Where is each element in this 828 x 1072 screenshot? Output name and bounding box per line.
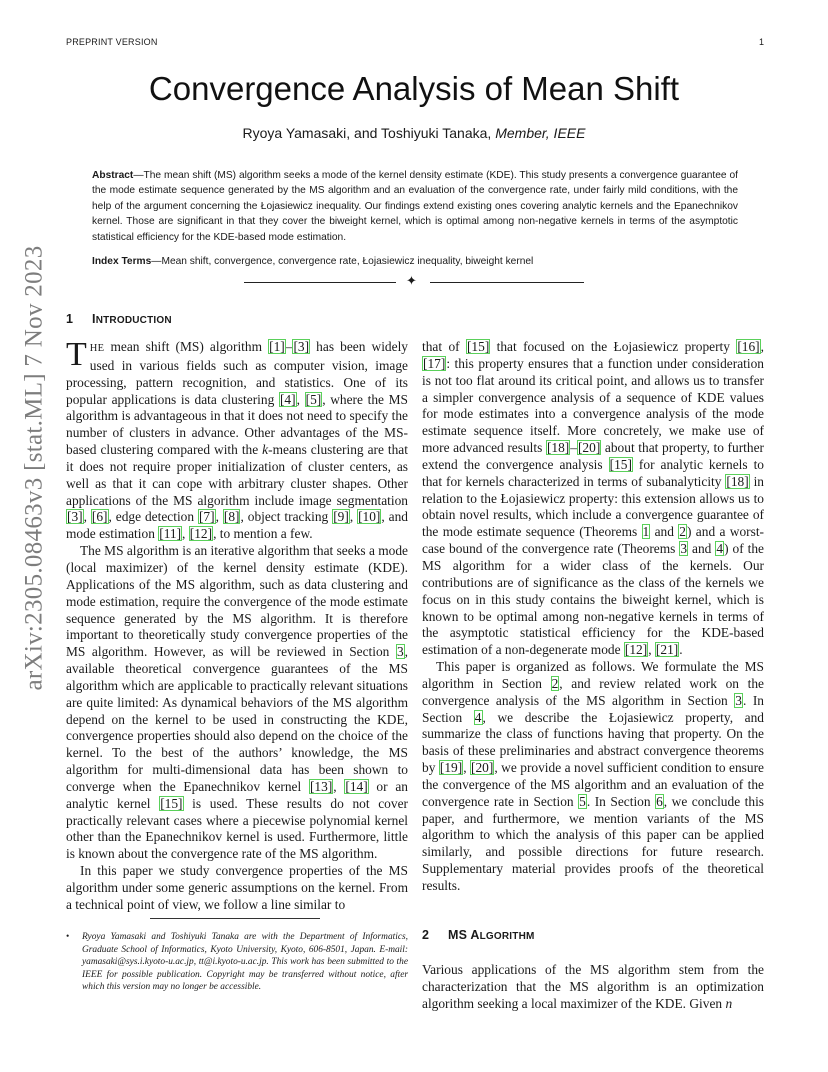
text-run: , xyxy=(760,339,764,354)
section-link[interactable]: 6 xyxy=(656,793,663,809)
text-run: , we provide a novel sufficient condition to ensure the convergence of the MS algorithm and an evaluation of the convergence rate in Section xyxy=(422,760,764,809)
text-run: about that property, to further extend the convergence analysis xyxy=(422,440,764,472)
small-caps-word: HE xyxy=(89,343,105,354)
text-run: , we describe the Łojasiewicz property, and summarize the class of functions having that property. On the basis of these preliminaries and abstract convergence theorems by xyxy=(422,709,765,776)
section-1-rest: NTRODUCTION xyxy=(95,315,172,326)
citation-link[interactable]: [20] xyxy=(577,440,601,456)
intro-paragraph-1 xyxy=(66,336,408,543)
citation-link[interactable]: [11] xyxy=(159,526,182,542)
theorem-link[interactable]: 4 xyxy=(716,541,724,557)
text-run: is used. These results do not cover practically relevant cases where a piecewise polynomial kernel other than the Epanechnikov kernel is used. Furthermore, little is known about the convergence rate of the MS algorithm. xyxy=(66,795,408,862)
citation-link[interactable]: [21] xyxy=(655,642,679,658)
text-run: : this property ensures that a function under consideration is not too flat around its critical point, and allows us to transfer a simpler convergence analysis of a sequence of KDE values for mode estimates into a convergence analysis of the mode estimate sequence itself. More concretely, we make use of more advanced results xyxy=(422,355,764,456)
text-run: , xyxy=(648,642,655,658)
arxiv-stamp-text: arXiv:2305.08463v3 [stat.ML] 7 Nov 2023 xyxy=(20,245,47,690)
text-run: , edge detection xyxy=(108,509,198,525)
right-column xyxy=(422,339,764,895)
text-run: , available theoretical convergence guarantees of the MS algorithm which are applicable to practically relevant situations are quite limited: As dynamical behaviors of the MS algorithm depend on the kernel to be used in constructing the KDE, convergence properties should also depend on the choice of the kernel. To the best of the authors’ knowledge, the MS algorithm for multi-dimensional data has been shown to converge when the Epanechnikov kernel xyxy=(66,644,408,794)
text-run: , xyxy=(349,509,358,525)
section-2-title-b: LGORITHM xyxy=(479,931,535,942)
text-run: , xyxy=(296,391,305,407)
text-run: , where the MS algorithm is advantageous in that it does not need to specify the number of clusters in advance. Other advantages of the MS-based clustering compared with the xyxy=(66,391,408,458)
citation-link[interactable]: [18] xyxy=(726,473,749,489)
footnote-text: Ryoya Yamasaki and Toshiyuki Tanaka are with the Department of Informatics, Graduate School of Informatics, Kyoto University, Kyoto, 606-8501, Japan. E-mail: yamasaki@sys.i.kyoto-u.ac.jp, tt@i.kyoto-u.ac.jp. This work has been submitted to the IEEE for possible publication. Copyright may be transferred without notice, after which this version may no longer be accessible. xyxy=(82,932,408,993)
text-run: , to mention a few. xyxy=(213,526,313,542)
citation-link[interactable]: [12] xyxy=(189,526,213,542)
math-k: k xyxy=(262,442,269,458)
text-run: and xyxy=(650,524,679,540)
intro-paragraph-5 xyxy=(422,659,764,895)
citation-link[interactable]: [14] xyxy=(345,778,368,794)
text-run: mean shift (MS) algorithm xyxy=(104,339,269,354)
section-separator xyxy=(244,272,584,292)
citation-link[interactable]: [10] xyxy=(358,509,381,525)
index-terms xyxy=(92,254,738,269)
theorem-link[interactable]: 3 xyxy=(680,541,688,557)
section-2-number: 2 xyxy=(422,928,430,942)
citation-link[interactable]: [3] xyxy=(293,339,310,354)
text-run: , we conclude this paper, and furthermore, we mention variants of the MS algorithm to which the analysis of this paper can be applied similarly, and possible directions for future research. Supplementary material provides proofs of the theoretical results. xyxy=(422,793,765,893)
text-run: , xyxy=(215,509,223,525)
text-run: , xyxy=(83,509,91,525)
author-role: Member, IEEE xyxy=(495,125,586,141)
section-link[interactable]: 3 xyxy=(735,692,742,708)
page-number: 1 xyxy=(758,37,764,47)
text-run: or an analytic kernel xyxy=(66,778,408,811)
citation-link[interactable]: [19] xyxy=(439,760,463,776)
text-run: . In Section xyxy=(586,793,656,809)
citation-link[interactable]: [9] xyxy=(333,509,349,525)
text-run: – xyxy=(285,339,293,354)
text-run: The MS algorithm is an iterative algorithm that seeks a mode (local maximizer) of the kernel density estimate (KDE). Applications of the MS algorithm, such as data clustering and mode estimation, require the convergence of the mode estimate sequence generated by the MS algorithm. It is therefore important to theoretically study convergence properties of the MS algorithm. However, as will be reviewed in Section xyxy=(66,543,408,660)
text-run: Various applications of the MS algorithm stem from the characterization that the MS algorithm is an optimization algorithm seeking a local maximizer of the KDE. Given xyxy=(422,962,764,1011)
intro-paragraph-2 xyxy=(66,543,408,863)
text-run: This paper is organized as follows. We formulate the MS algorithm in Section xyxy=(422,659,764,691)
text-run: , and review related work on the convergence analysis of the MS algorithm in Section xyxy=(422,675,764,708)
running-header: PREPRINT VERSION xyxy=(66,37,158,47)
section-1-heading xyxy=(66,312,172,326)
citation-link[interactable]: [12] xyxy=(624,642,648,658)
citation-link[interactable]: [8] xyxy=(223,509,240,525)
section-2-paragraph xyxy=(422,962,764,1013)
separator-line-right xyxy=(430,282,584,283)
text-run: – xyxy=(570,440,577,456)
text-run: . In Section xyxy=(422,692,764,725)
section-link[interactable]: 4 xyxy=(474,709,482,725)
abstract-label: Abstract xyxy=(92,170,134,181)
footnote xyxy=(66,931,408,994)
citation-link[interactable]: [7] xyxy=(198,509,215,525)
separator-line-left xyxy=(244,282,396,283)
citation-link[interactable]: [20] xyxy=(471,760,494,776)
text-run: , xyxy=(333,778,345,794)
citation-link[interactable]: [6] xyxy=(91,509,108,525)
arxiv-side-stamp xyxy=(14,245,54,690)
abstract xyxy=(92,168,738,245)
section-link[interactable]: 3 xyxy=(396,644,404,660)
text-run: , xyxy=(182,526,189,542)
citation-link[interactable]: [3] xyxy=(67,509,83,525)
section-1-initial: I xyxy=(92,312,96,326)
citation-link[interactable]: [16] xyxy=(737,339,760,354)
citation-link[interactable]: [13] xyxy=(309,778,333,794)
separator-glyph: ✦ xyxy=(406,273,417,288)
text-run: for analytic kernels to that for kernels characterized in terms of subanalyticity xyxy=(422,456,764,489)
paper-title: Convergence Analysis of Mean Shift xyxy=(148,70,680,107)
author-line xyxy=(0,125,828,141)
text-run: in relation to the Łojasiewicz property: this extension allows us to obtain novel results, which include a convergence guarantee of the mode estimate sequence (Theorems xyxy=(422,473,765,540)
citation-link[interactable]: [15] xyxy=(160,795,183,811)
theorem-link[interactable]: 1 xyxy=(642,524,650,540)
left-column xyxy=(66,336,408,914)
text-run: and xyxy=(688,541,716,557)
citation-link[interactable]: [18] xyxy=(546,440,570,456)
text-run: . xyxy=(679,642,683,658)
text-run: , object tracking xyxy=(240,509,333,525)
intro-paragraph-4 xyxy=(422,339,764,659)
section-1-number: 1 xyxy=(66,312,74,326)
footnote-bullet: • xyxy=(66,932,70,942)
abstract-text: —The mean shift (MS) algorithm seeks a mode of the kernel density estimate (KDE). This study presents a convergence guarantee of the mode estimate sequence generated by the MS algorithm and an evaluation of the convergence rate, under fairly mild conditions, with the help of the argument concerning the Łojasiewicz inequality. Our findings extend existing ones covering analytic kernels and the Epanechnikov kernel. Those are significant in that they cover the biweight kernel, which is optimal among non-negative kernels in terms of the asymptotic statistical efficiency for the KDE-based mode estimation. xyxy=(92,170,738,243)
text-run: has been widely used in various fields such as computer vision, image processing, pattern recognition, and statistics. One of its popular applications is data clustering xyxy=(66,339,408,407)
theorem-link[interactable]: 2 xyxy=(679,524,686,540)
index-terms-label: Index Terms xyxy=(92,256,152,267)
author-names: Ryoya Yamasaki, and Toshiyuki Tanaka, xyxy=(242,125,496,141)
citation-link[interactable]: [5] xyxy=(305,391,322,407)
citation-link[interactable]: [15] xyxy=(609,456,632,472)
citation-link[interactable]: [4] xyxy=(279,391,296,407)
section-link[interactable]: 5 xyxy=(579,793,586,809)
text-run: , xyxy=(463,760,471,776)
citation-link[interactable]: [17] xyxy=(423,355,446,371)
citation-link[interactable]: [15] xyxy=(466,339,490,354)
citation-link[interactable]: [1] xyxy=(269,339,285,354)
index-terms-text: —Mean shift, convergence, convergence rate, Łojasiewicz inequality, biweight kernel xyxy=(151,256,534,267)
intro-paragraph-3: In this paper we study convergence properties of the MS algorithm under some generic assumptions on the kernel. From a technical point of view, we follow a line similar to xyxy=(66,863,408,912)
text-run: -means clustering are that it does not require proper initialization of cluster centers, as well as that it can cope with arbitrary cluster shapes. Other applications of the MS algorithm include image segmentation xyxy=(66,442,408,508)
section-2-heading xyxy=(422,928,535,942)
text-run: ) of the MS algorithm for a wider class of the kernels. Our contributions are of significance as the class of the kernels we focus on in this study contains the biweight kernel, which is known to be optimal among non-negative kernels in terms of the asymptotic statistical efficiency for the KDE-based estimation of a non-degenerate mode xyxy=(422,541,764,658)
section-2-title-a: MS A xyxy=(448,928,480,942)
section-link[interactable]: 2 xyxy=(551,675,559,691)
footnote-rule xyxy=(150,918,320,919)
text-run: that focused on the Łojasiewicz property xyxy=(490,339,737,354)
text-run: , and mode estimation xyxy=(66,509,408,542)
text-run: that of xyxy=(422,339,466,354)
math-n: n xyxy=(725,995,733,1011)
drop-cap: T xyxy=(66,336,87,373)
text-run: ) and a worst-case bound of the convergence rate (Theorems xyxy=(422,524,764,557)
